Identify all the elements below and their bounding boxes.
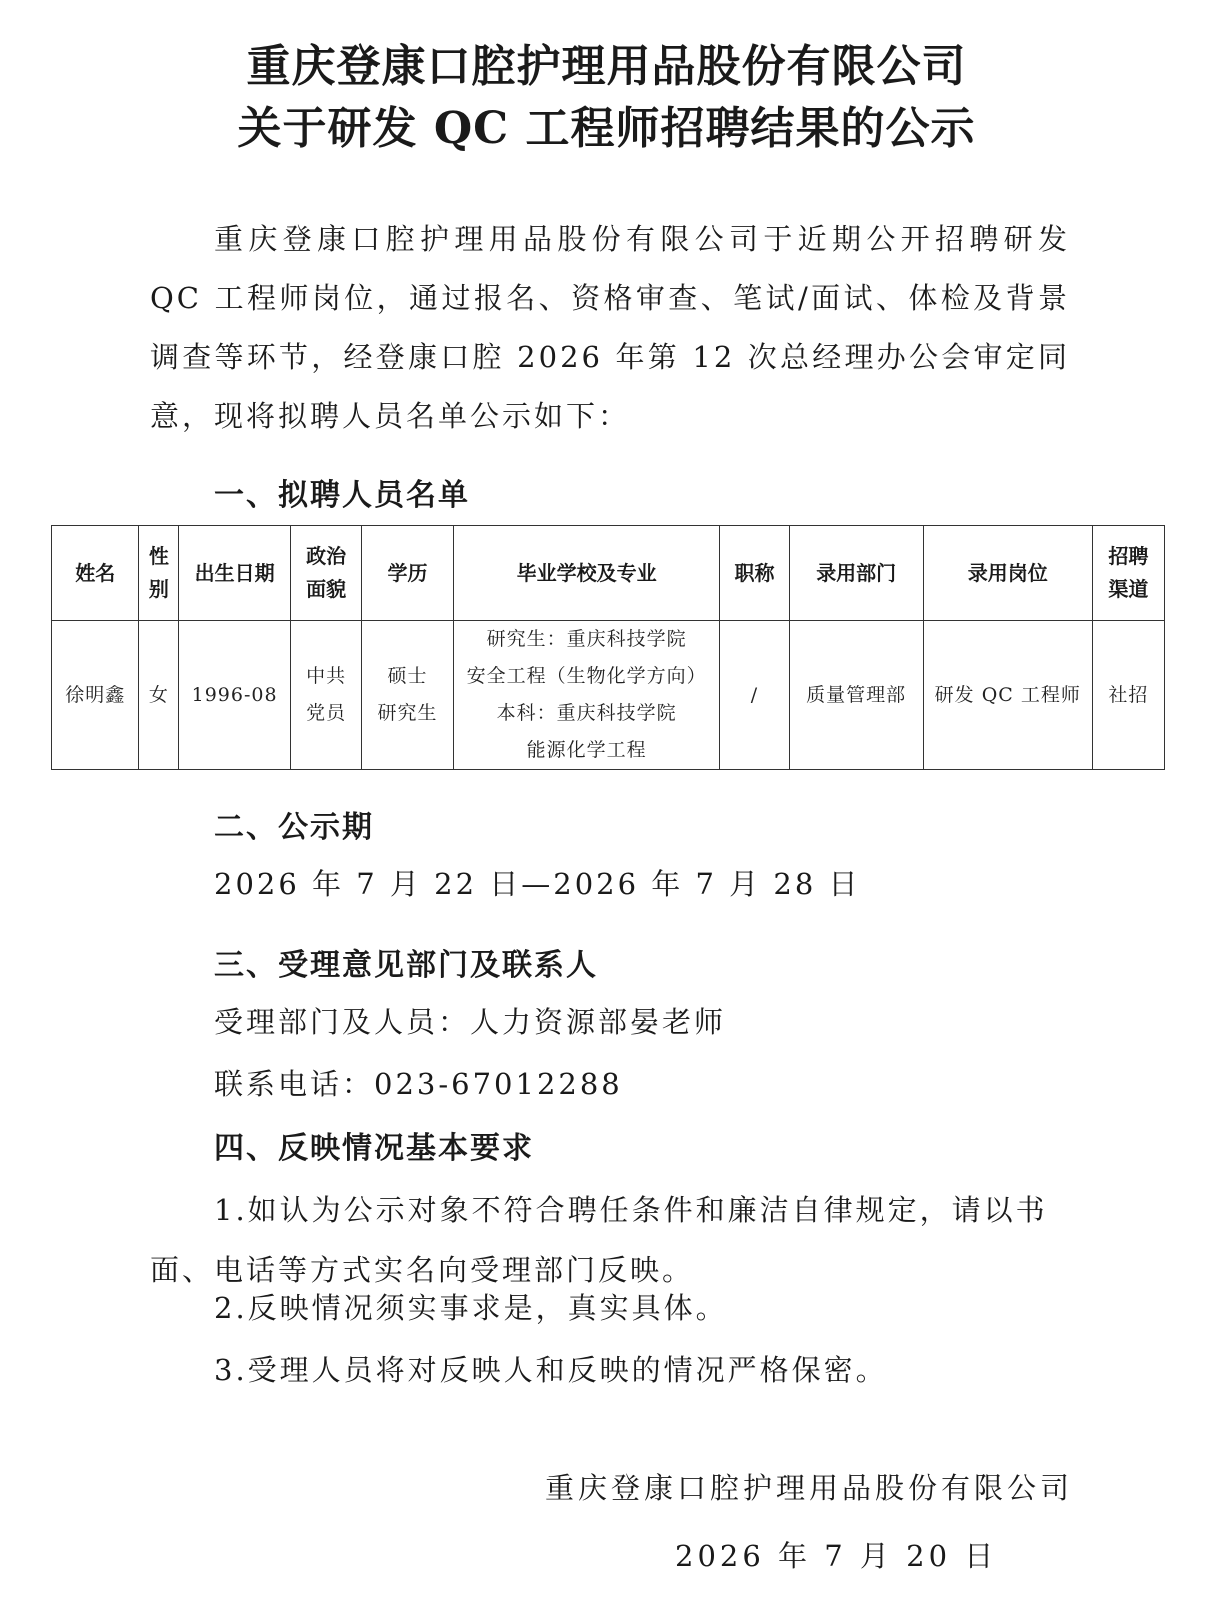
header-political-line2: 面貌 <box>306 577 347 601</box>
cell-title: / <box>720 621 789 770</box>
header-school: 毕业学校及专业 <box>453 526 720 621</box>
section2-heading: 二、公示期 <box>214 810 374 845</box>
requirement-item1-line2: 面、电话等方式实名向受理部门反映。 <box>150 1253 695 1287</box>
cell-gender: 女 <box>139 621 179 770</box>
contact-department: 受理部门及人员：人力资源部晏老师 <box>214 1005 727 1039</box>
cell-school-line2: 安全工程（生物化学方向） <box>466 665 707 687</box>
section4-heading: 四、反映情况基本要求 <box>214 1131 534 1166</box>
cell-political <box>291 621 362 770</box>
header-department: 录用部门 <box>789 526 923 621</box>
cell-department: 质量管理部 <box>789 621 923 770</box>
table-row <box>52 621 1165 770</box>
header-gender-line2: 别 <box>148 577 169 601</box>
requirement-item1-line1: 1.如认为公示对象不符合聘任条件和廉洁自律规定，请以书 <box>214 1193 1048 1227</box>
requirement-item3: 3.受理人员将对反映人和反映的情况严格保密。 <box>214 1353 888 1387</box>
header-channel-line1: 招聘 <box>1108 544 1149 568</box>
cell-political-line2: 党员 <box>306 702 347 724</box>
header-education: 学历 <box>362 526 454 621</box>
requirement-item2: 2.反映情况须实事求是，真实具体。 <box>214 1291 728 1325</box>
cell-school-line3: 本科：重庆科技学院 <box>496 702 677 724</box>
cell-birth: 1996-08 <box>179 621 291 770</box>
header-birth: 出生日期 <box>179 526 291 621</box>
header-channel-line2: 渠道 <box>1108 577 1149 601</box>
section3-heading: 三、受理意见部门及联系人 <box>214 948 598 983</box>
header-position: 录用岗位 <box>923 526 1092 621</box>
header-channel <box>1092 526 1164 621</box>
cell-channel: 社招 <box>1092 621 1164 770</box>
cell-education-line1: 硕士 <box>387 665 428 687</box>
header-political-line1: 政治 <box>306 544 347 568</box>
signature-company: 重庆登康口腔护理用品股份有限公司 <box>545 1471 1074 1505</box>
cell-name: 徐明鑫 <box>52 621 139 770</box>
header-gender-line1: 性 <box>148 544 169 568</box>
cell-school-line4: 能源化学工程 <box>526 739 647 761</box>
header-political <box>291 526 362 621</box>
document-title-line1: 重庆登康口腔护理用品股份有限公司 <box>246 41 967 92</box>
cell-education-line2: 研究生 <box>377 702 438 724</box>
intro-paragraph: 重庆登康口腔护理用品股份有限公司于近期公开招聘研发 QC 工程师岗位，通过报名、资格审查、笔试/面试、体检及背景调查等环节，经登康口腔 2026 年第 12 次总经理办公会审定同意，现将拟聘人员名单公示如下： <box>150 222 1070 433</box>
cell-school <box>453 621 720 770</box>
cell-education <box>362 621 454 770</box>
section1-heading: 一、拟聘人员名单 <box>214 478 470 513</box>
cell-political-line1: 中共 <box>306 665 347 687</box>
publicity-period: 2026 年 7 月 22 日—2026 年 7 月 28 日 <box>214 867 861 901</box>
signature-date: 2026 年 7 月 20 日 <box>675 1539 998 1573</box>
contact-phone: 联系电话：023-67012288 <box>214 1067 623 1101</box>
cell-position: 研发 QC 工程师 <box>923 621 1092 770</box>
document-title-line2: 关于研发 QC 工程师招聘结果的公示 <box>237 103 976 154</box>
candidate-table <box>51 525 1165 770</box>
header-title: 职称 <box>720 526 789 621</box>
header-gender <box>139 526 179 621</box>
header-name: 姓名 <box>52 526 139 621</box>
cell-school-line1: 研究生：重庆科技学院 <box>486 628 687 650</box>
table-header-row <box>52 526 1165 621</box>
